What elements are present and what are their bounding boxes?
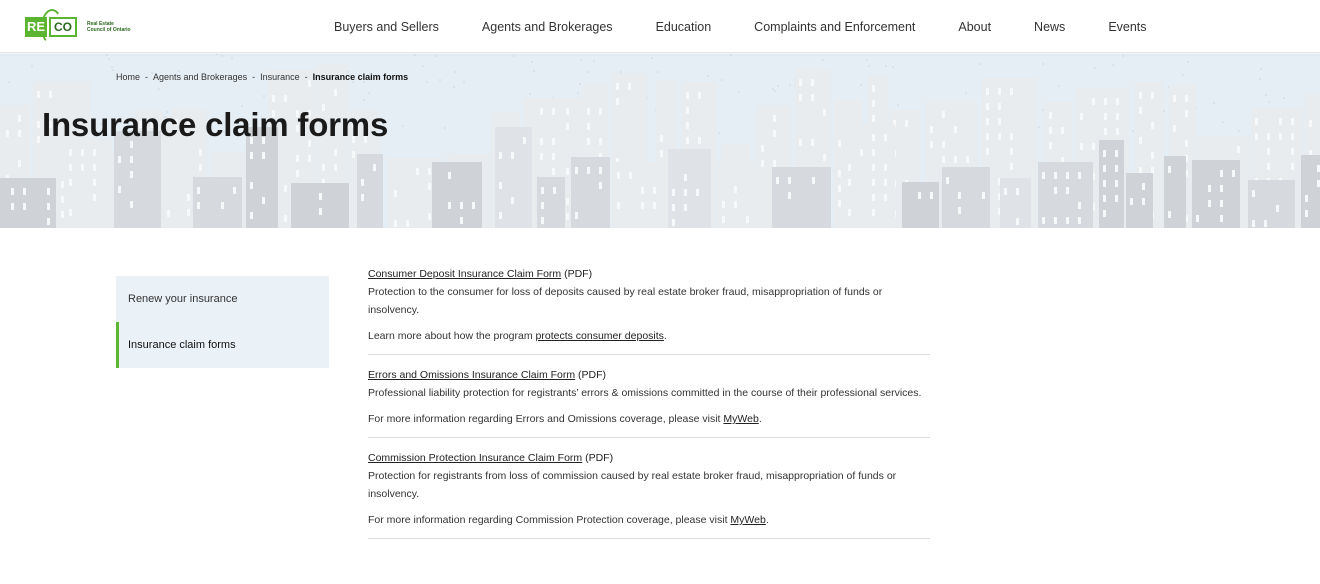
sidebar-item-renew-your-insurance[interactable]: Renew your insurance [116, 276, 329, 322]
breadcrumb-agents-and-brokerages[interactable]: Agents and Brokerages [153, 72, 248, 82]
list-item [368, 365, 930, 438]
nav-events[interactable]: Events [1108, 19, 1147, 34]
claim-forms-list [368, 264, 930, 549]
nav-agents-and-brokerages[interactable]: Agents and Brokerages [481, 19, 613, 34]
myweb-link[interactable]: MyWeb [730, 514, 766, 526]
more-info-suffix: . [758, 413, 762, 425]
main-nav [334, 0, 1190, 53]
nav-education[interactable]: Education [655, 19, 712, 34]
logo-re: RE [25, 17, 47, 37]
entry-more-info [368, 512, 930, 529]
errors-omissions-claim-form-link[interactable]: Errors and Omissions Insurance Claim Form [368, 369, 576, 381]
nav-complaints-and-enforcement[interactable]: Complaints and Enforcement [754, 19, 916, 34]
more-info-text: Learn more about how the program [368, 330, 536, 342]
logo-text-line1: Real Estate [87, 21, 114, 27]
logo-co: CO [49, 17, 77, 37]
reco-logo-mark [25, 9, 81, 45]
logo-text-line2: Council of Ontario [87, 27, 131, 33]
more-info-text: For more information regarding Commission Protection coverage, please visit [368, 514, 731, 526]
entry-description: Professional liability protection for registrants’ errors & omissions committed in the course of their professional services. [368, 387, 922, 399]
nav-buyers-and-sellers[interactable]: Buyers and Sellers [334, 19, 439, 34]
file-format-label: (PDF) [582, 452, 614, 464]
list-item [368, 448, 930, 539]
entry-description: Protection to the consumer for loss of deposits caused by real estate broker fraud, misappropriation of funds or insolvency. [368, 286, 883, 316]
protects-consumer-deposits-link[interactable]: protects consumer deposits [535, 330, 664, 342]
entry-description: Protection for registrants from loss of commission caused by real estate broker fraud, misappropriation of funds or insolvency. [368, 470, 897, 500]
commission-protection-claim-form-link[interactable]: Commission Protection Insurance Claim Form [368, 452, 583, 464]
nav-about[interactable]: About [958, 19, 992, 34]
list-item [368, 264, 930, 355]
breadcrumb-separator: - [145, 72, 149, 82]
section-sidebar [116, 276, 329, 368]
breadcrumb-current: Insurance claim forms [312, 72, 409, 82]
more-info-suffix: . [663, 330, 667, 342]
breadcrumb-separator: - [304, 72, 308, 82]
consumer-deposit-claim-form-link[interactable]: Consumer Deposit Insurance Claim Form [368, 268, 562, 280]
logo-text [87, 21, 147, 33]
more-info-text: For more information regarding Errors and Omissions coverage, please visit [368, 413, 724, 425]
page-hero [0, 54, 1320, 228]
sidebar-item-insurance-claim-forms[interactable]: Insurance claim forms [116, 322, 329, 368]
breadcrumb [116, 72, 408, 82]
more-info-suffix: . [765, 514, 769, 526]
breadcrumb-home[interactable]: Home [116, 72, 141, 82]
breadcrumb-insurance[interactable]: Insurance [260, 72, 300, 82]
reco-logo[interactable] [25, 9, 147, 45]
entry-heading [368, 367, 930, 384]
myweb-link[interactable]: MyWeb [723, 413, 759, 425]
site-header [0, 0, 1320, 53]
file-format-label: (PDF) [561, 268, 593, 280]
page-title: Insurance claim forms [42, 106, 389, 143]
entry-more-info [368, 328, 930, 345]
entry-more-info [368, 411, 930, 428]
entry-heading [368, 266, 930, 283]
nav-news[interactable]: News [1034, 19, 1066, 34]
entry-heading [368, 450, 930, 467]
file-format-label: (PDF) [575, 369, 607, 381]
breadcrumb-separator: - [252, 72, 256, 82]
